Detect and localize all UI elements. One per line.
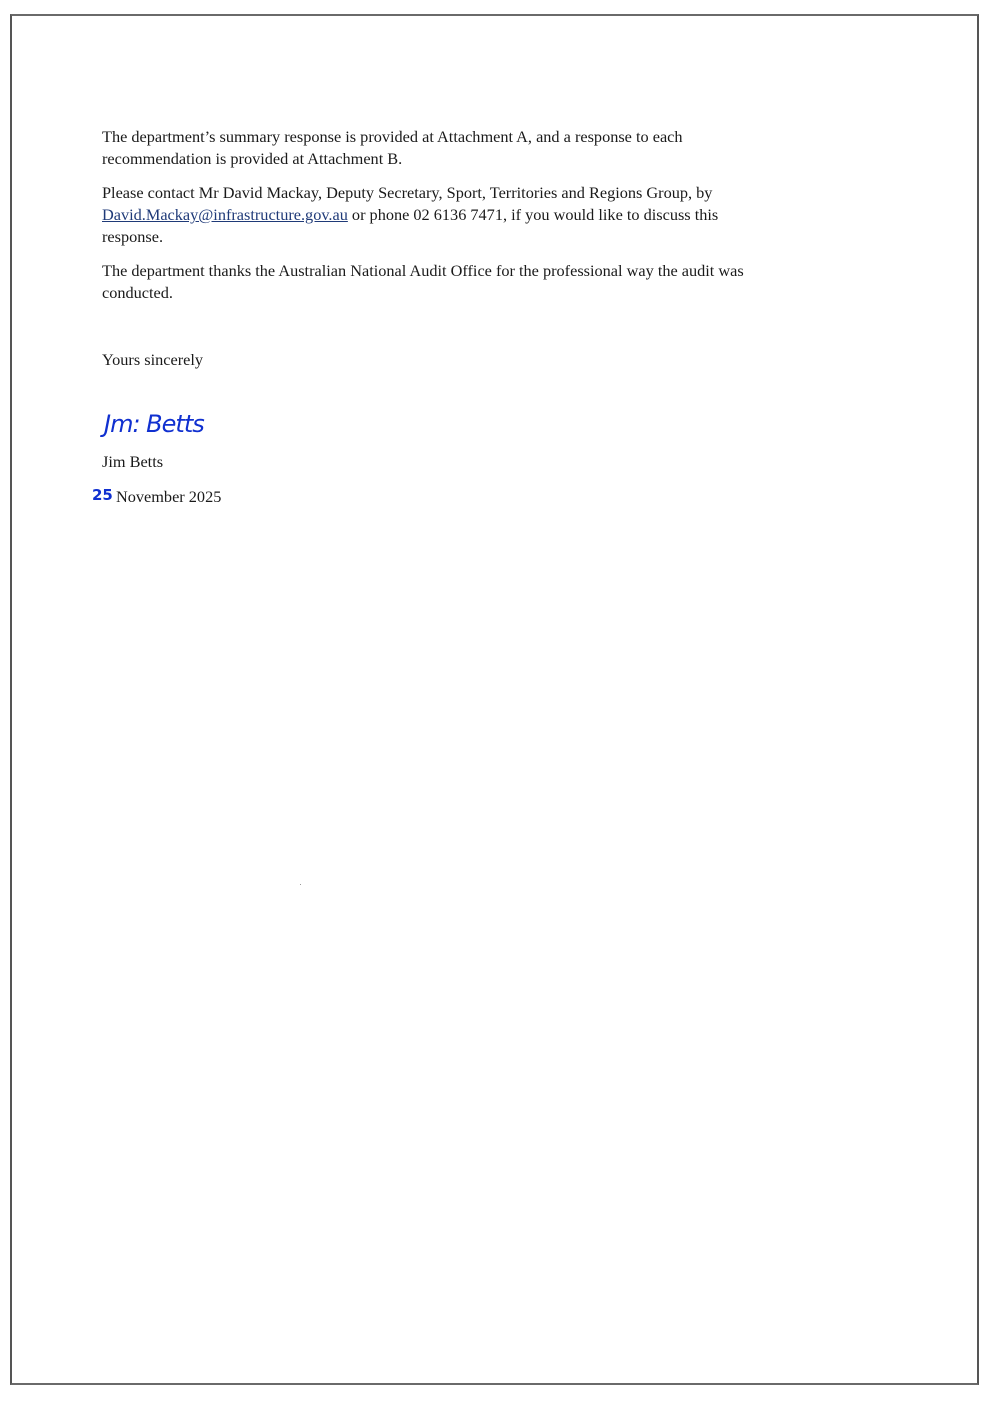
paragraph-line: Please contact Mr David Mackay, Deputy Secretary, Sport, Territories and Regions Group, by [102, 183, 713, 202]
handwritten-signature: Jm: Betts [104, 410, 204, 438]
scan-speck [300, 884, 301, 885]
paragraph-line: The department thanks the Australian National Audit Office for the professional way the audit was [102, 261, 744, 280]
paragraph-contact [102, 182, 718, 248]
paragraph-line: The department’s summary response is provided at Attachment A, and a response to each [102, 127, 683, 146]
closing-text: Yours sincerely [102, 350, 204, 369]
paragraph-line: conducted. [102, 283, 173, 302]
email-link[interactable]: David.Mackay@infrastructure.gov.au [102, 205, 348, 224]
contact-phone-text: or phone 02 6136 7471, if you would like to discuss this [347, 205, 719, 224]
paragraph-line [102, 204, 718, 226]
date-text: November 2025 [116, 487, 222, 506]
paragraph-attachments [102, 126, 683, 170]
paragraph-line: recommendation is provided at Attachment B. [102, 149, 403, 168]
paragraph-line: response. [102, 227, 164, 246]
handwritten-date-day: 25 [92, 486, 113, 504]
signatory-name: Jim Betts [102, 452, 164, 471]
paragraph-thanks [102, 260, 744, 304]
